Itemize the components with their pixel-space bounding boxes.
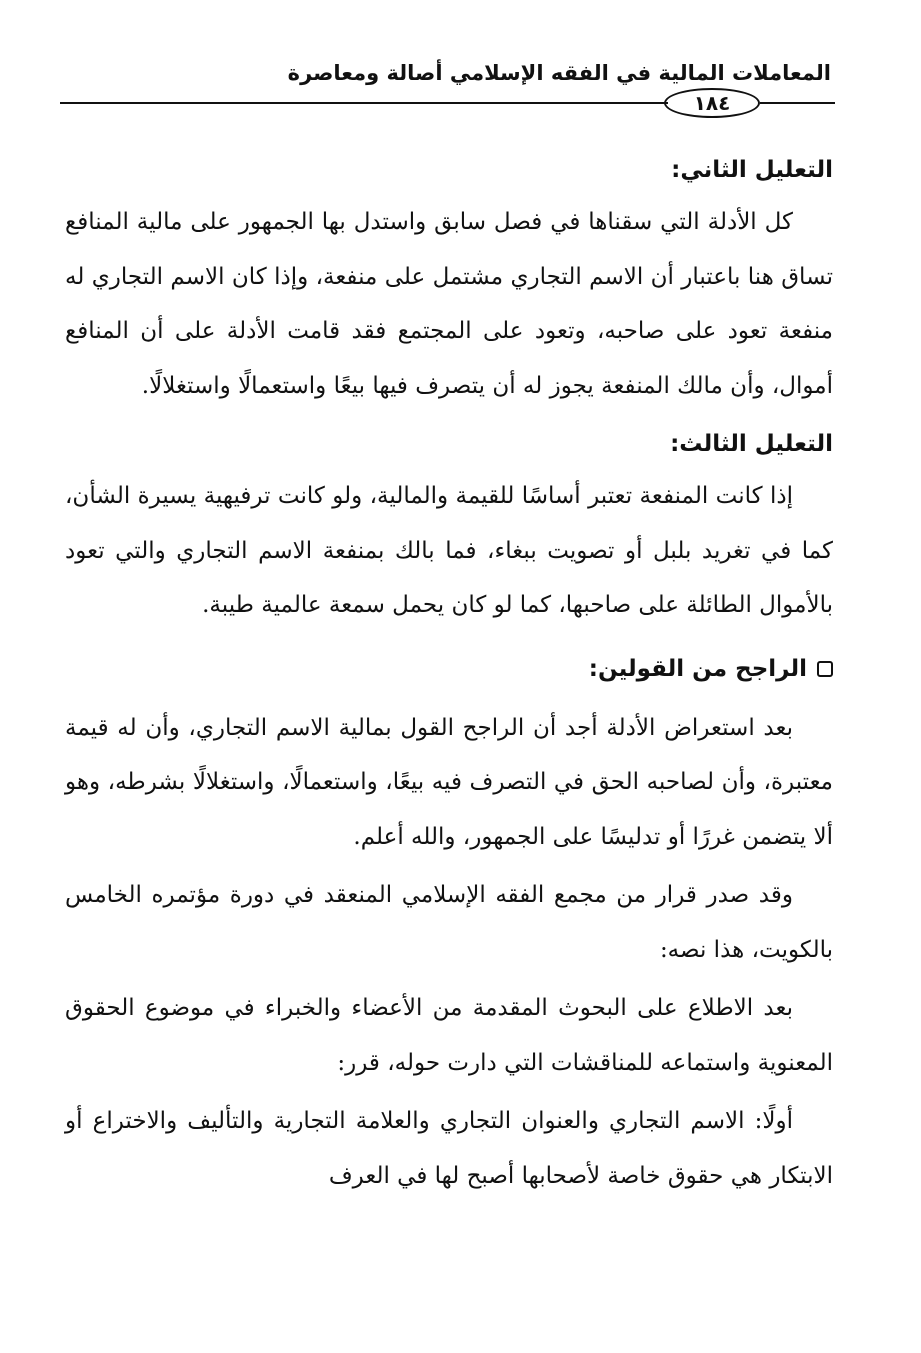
- paragraph-third-reasoning: إذا كانت المنفعة تعتبر أساسًا للقيمة والمالية، ولو كانت ترفيهية يسيرة الشأن، كما في تغريد بلبل أو تصويت ببغاء، فما بالك بمنفعة الاسم التجاري والتي تعود بالأموال الطائلة على صاحبها، كما لو كان يحمل سمعة عالمية طيبة.: [65, 483, 833, 618]
- paragraph-decision-review: بعد الاطلاع على البحوث المقدمة من الأعضاء والخبراء في موضوع الحقوق المعنوية واستماعه للمناقشات التي دارت حوله، قرر:: [65, 995, 833, 1076]
- paragraph-academy-decision: وقد صدر قرار من مجمع الفقه الإسلامي المنعقد في دورة مؤتمره الخامس بالكويت، هذا نصه:: [65, 882, 833, 963]
- paragraph-decision-first: أولًا: الاسم التجاري والعنوان التجاري والعلامة التجارية والتأليف والاختراع أو الابتكار هي حقوق خاصة لأصحابها أصبح لها في العرف: [65, 1108, 833, 1189]
- header-rule-right: [760, 102, 835, 104]
- square-bullet-icon: [817, 661, 833, 677]
- page-number: ١٨٤: [664, 88, 760, 118]
- heading-third-reasoning: التعليل الثالث:: [670, 431, 833, 457]
- paragraph-second-reasoning: كل الأدلة التي سقناها في فصل سابق واستدل بها الجمهور على مالية المنافع تساق هنا باعتبار أن الاسم التجاري مشتمل على منفعة، وإذا كان الاسم التجاري له منفعة تعود على صاحبه، وتعود على المجتمع فقد قامت الأدلة على أن المنافع أموال، وأن مالك المنفعة يجوز له أن يتصرف فيها بيعًا واستعمالًا واستغلالًا.: [65, 209, 833, 399]
- paragraph-preferred-opinion: بعد استعراض الأدلة أجد أن الراجح القول بمالية الاسم التجاري، وأن له قيمة معتبرة، وأن لصاحبه الحق في التصرف فيه بيعًا، واستعمالًا، واستغلالًا بشرطه، وهو ألا يتضمن غررًا أو تدليسًا على الجمهور، والله أعلم.: [65, 714, 833, 850]
- header-rule-left: [60, 102, 668, 104]
- heading-second-reasoning: التعليل الثاني:: [671, 157, 833, 183]
- page-body: [65, 145, 833, 1203]
- section-preferred-opinion: [65, 641, 833, 697]
- heading-preferred-opinion: الراجح من القولين:: [588, 655, 807, 682]
- running-title: المعاملات المالية في الفقه الإسلامي أصالة ومعاصرة: [287, 61, 831, 85]
